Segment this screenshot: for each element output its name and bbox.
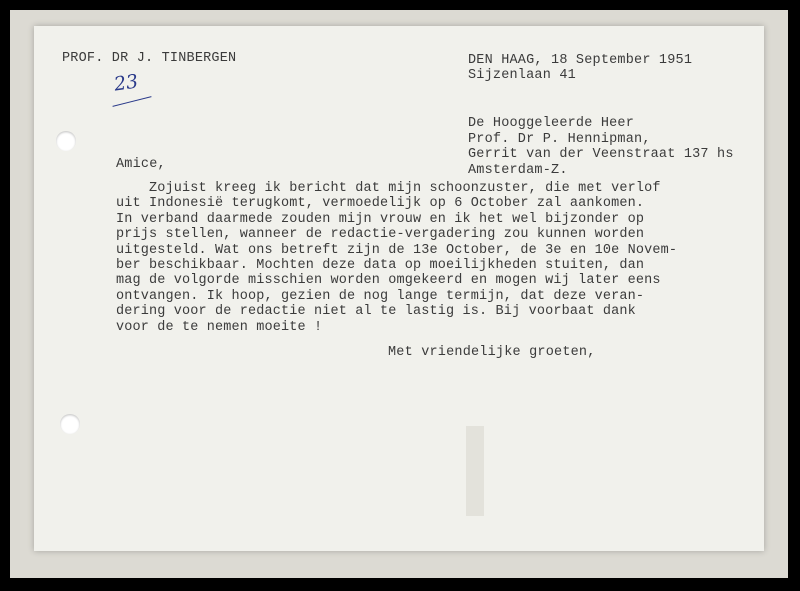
closing: Met vriendelijke groeten, (388, 345, 596, 360)
body-line: mag de volgorde misschien worden omgekeerd en mogen wij later eens (116, 273, 661, 289)
handwritten-number: 23 (112, 70, 140, 96)
body-line: ber beschikbaar. Mochten deze data op moeilijkheden stuiten, dan (116, 258, 645, 274)
paper-crease (466, 426, 484, 516)
body-line: voor de te nemen moeite ! (116, 319, 323, 335)
sender-name: PROF. DR J. TINBERGEN (62, 51, 237, 66)
body-line: In verband daarmede zouden mijn vrouw en ik het wel bijzonder op (116, 211, 645, 227)
salutation: Amice, (116, 157, 166, 172)
recipient-line-4: Amsterdam-Z. (468, 163, 568, 178)
body-line: dering voor de redactie niet al te lastig is. Bij voorbaat dank (116, 304, 636, 320)
body-line: uitgesteld. Wat ons betreft zijn de 13e October, de 3e en 10e Novem- (116, 242, 678, 258)
recipient-line-1: De Hooggeleerde Heer (468, 116, 635, 131)
body-line: Zojuist kreeg ik bericht dat mijn schoonzuster, die met verlof (116, 181, 661, 196)
recipient-line-3: Gerrit van der Veenstraat 137 hs (468, 147, 734, 162)
body-line: ontvangen. Ik hoop, gezien de nog lange termijn, dat deze veran- (116, 288, 645, 304)
letter-body (116, 181, 677, 335)
place-and-date: DEN HAAG, 18 September 1951 (468, 53, 693, 68)
body-line: prijs stellen, wanneer de redactie-vergadering zou kunnen worden (116, 227, 645, 243)
body-line: uit Indonesië terugkomt, vermoedelijk op 6 October zal aankomen. (116, 196, 645, 212)
recipient-line-2: Prof. Dr P. Hennipman, (468, 132, 651, 147)
punch-hole-bottom (60, 414, 80, 434)
sender-street: Sijzenlaan 41 (468, 68, 576, 83)
punch-hole-top (56, 131, 76, 151)
